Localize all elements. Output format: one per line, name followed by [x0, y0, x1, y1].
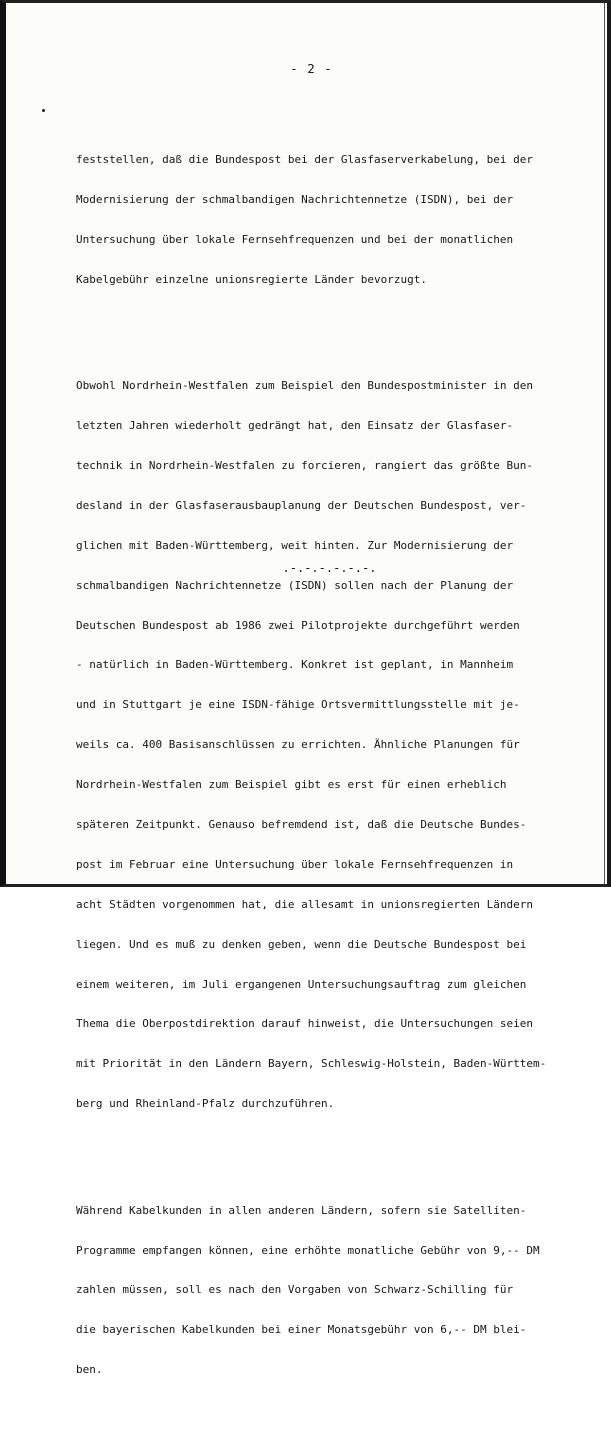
text-line: ben. — [76, 1363, 103, 1377]
text-line: weils ca. 400 Basisanschlüssen zu errichten. Ähnliche Planungen für — [76, 738, 520, 752]
text-line: post im Februar eine Untersuchung über lokale Fernsehfrequenzen in — [76, 857, 514, 871]
text-line: acht Städten vorgenommen hat, die allesamt in unionsregierten Ländern — [76, 897, 533, 911]
text-line: und in Stuttgart je eine ISDN-fähige Ortsvermittlungsstelle mit je- — [76, 698, 520, 712]
text-line: späteren Zeitpunkt. Genauso befremdend ist, daß die Deutsche Bundes- — [76, 818, 527, 832]
text-line: letzten Jahren wiederholt gedrängt hat, den Einsatz der Glasfaser- — [76, 419, 514, 433]
text-line: Thema die Oberpostdirektion darauf hinweist, die Untersuchungen seien — [76, 1017, 533, 1031]
page-number: - 2 - — [290, 61, 333, 76]
text-line: liegen. Und es muß zu denken geben, wenn die Deutsche Bundespost bei — [76, 937, 527, 951]
text-line: Obwohl Nordrhein-Westfalen zum Beispiel den Bundespostminister in den — [76, 379, 533, 393]
text-line: Modernisierung der schmalbandigen Nachrichtennetze (ISDN), bei der — [76, 193, 514, 207]
text-line: berg und Rheinland-Pfalz durchzuführen. — [76, 1097, 335, 1111]
text-line: desland in der Glasfaserausbauplanung der Deutschen Bundespost, ver- — [76, 498, 527, 512]
text-line: Während Kabelkunden in allen anderen Ländern, sofern sie Satelliten- — [76, 1203, 527, 1217]
body-text — [76, 100, 586, 1443]
text-line: die bayerischen Kabelkunden bei einer Monatsgebühr von 6,-- DM blei- — [76, 1323, 527, 1337]
text-line: einem weiteren, im Juli ergangenen Untersuchungsauftrag zum gleichen — [76, 977, 527, 991]
text-line: feststellen, daß die Bundespost bei der Glasfaserverkabelung, bei der — [76, 153, 533, 167]
text-line: Programme empfangen können, eine erhöhte monatliche Gebühr von 9,-- DM — [76, 1243, 540, 1257]
text-line: - natürlich in Baden-Württemberg. Konkret ist geplant, in Mannheim — [76, 658, 514, 672]
paragraph-2 — [76, 353, 586, 1138]
paragraph-1 — [76, 127, 586, 313]
text-line: glichen mit Baden-Württemberg, weit hinten. Zur Modernisierung der — [76, 538, 514, 552]
text-line: zahlen müssen, soll es nach den Vorgaben von Schwarz-Schilling für — [76, 1283, 514, 1297]
text-line: mit Priorität in den Ländern Bayern, Schleswig-Holstein, Baden-Württem- — [76, 1057, 547, 1071]
text-line: schmalbandigen Nachrichtennetze (ISDN) sollen nach der Planung der — [76, 578, 514, 592]
end-mark: .-.-.-.-.-.-. — [282, 561, 377, 575]
text-line: Deutschen Bundespost ab 1986 zwei Pilotprojekte durchgeführt werden — [76, 618, 520, 632]
paragraph-3 — [76, 1177, 586, 1403]
text-line: technik in Nordrhein-Westfalen zu forcieren, rangiert das größte Bun- — [76, 459, 533, 473]
text-line: Nordrhein-Westfalen zum Beispiel gibt es erst für einen erheblich — [76, 778, 507, 792]
text-line: Untersuchung über lokale Fernsehfrequenzen und bei der monatlichen — [76, 232, 514, 246]
margin-dot — [42, 109, 45, 112]
text-line: Kabelgebühr einzelne unionsregierte Länder bevorzugt. — [76, 272, 427, 286]
